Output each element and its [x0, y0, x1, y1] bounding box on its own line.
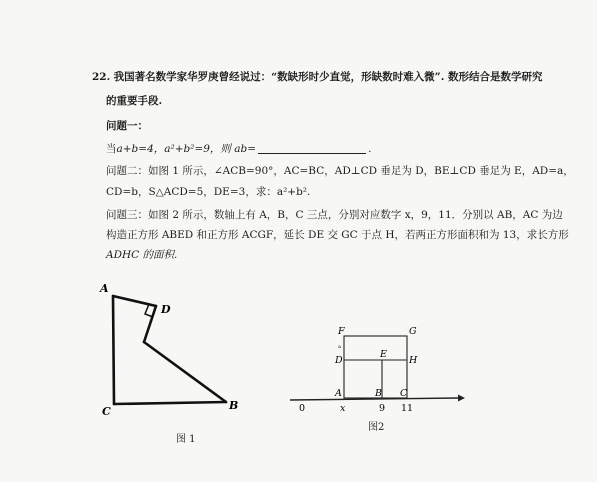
segment-AC [113, 296, 114, 404]
question-intro-line2: 的重要手段. [106, 95, 163, 107]
number-line [290, 398, 458, 400]
part1-label: 问题一： [106, 120, 148, 132]
figure2-caption: 图2 [368, 422, 385, 433]
tick-0: 0 [299, 403, 306, 414]
part3-line2: 构造正方形 ABED 和正方形 ACGF，延长 DE 交 GC 于点 H，若两正方形面积和为 13，求长方形 [106, 229, 569, 241]
label-D: D [161, 303, 171, 316]
label-B2: B [375, 388, 382, 399]
intro-text-1: 我国著名数学家华罗庚曾经说过：“数缺形时少直觉，形缺数时难入微”. 数形结合是数学研究 [113, 71, 543, 83]
tick-x: x [340, 403, 346, 414]
part2-line1: 问题二：如图 1 所示，∠ACB=90°，AC=BC，AD⊥CD 垂足为 D，BE⊥CD 垂足为 E，AD=a， [106, 165, 574, 177]
segment-EB [144, 342, 226, 402]
axis-arrow-icon [458, 395, 465, 402]
label-B: B [229, 399, 239, 412]
label-A2: A [335, 388, 342, 399]
label-H: H [409, 355, 418, 366]
segment-CB [114, 402, 226, 404]
label-C: C [102, 405, 111, 418]
label-A: A [100, 282, 109, 295]
label-E: E [380, 349, 387, 360]
label-D2: D [335, 355, 343, 366]
figure1-caption: 图 1 [176, 434, 196, 445]
part1-text-b: a+b=4，a²+b²=9，则 ab= [116, 143, 257, 155]
tick-9: 9 [379, 403, 386, 414]
question-number: 22. [92, 71, 111, 83]
label-G: G [409, 326, 417, 337]
part3-line1: 问题三：如图 2 所示，数轴上有 A，B，C 三点，分别对应数字 x，9，11．分别以 AB，AC 为边 [106, 209, 563, 221]
part1-text-a: 当 [106, 143, 117, 155]
part3-line3: ADHC 的面积. [106, 249, 178, 261]
label-C2: C [400, 388, 408, 399]
small-mark-a: a [338, 344, 341, 350]
tick-11: 11 [401, 403, 414, 414]
label-F: F [338, 326, 345, 337]
part2-line2: CD=b，S△ACD=5，DE=3，求：a²+b². [106, 186, 311, 198]
part1-end: . [368, 143, 372, 155]
